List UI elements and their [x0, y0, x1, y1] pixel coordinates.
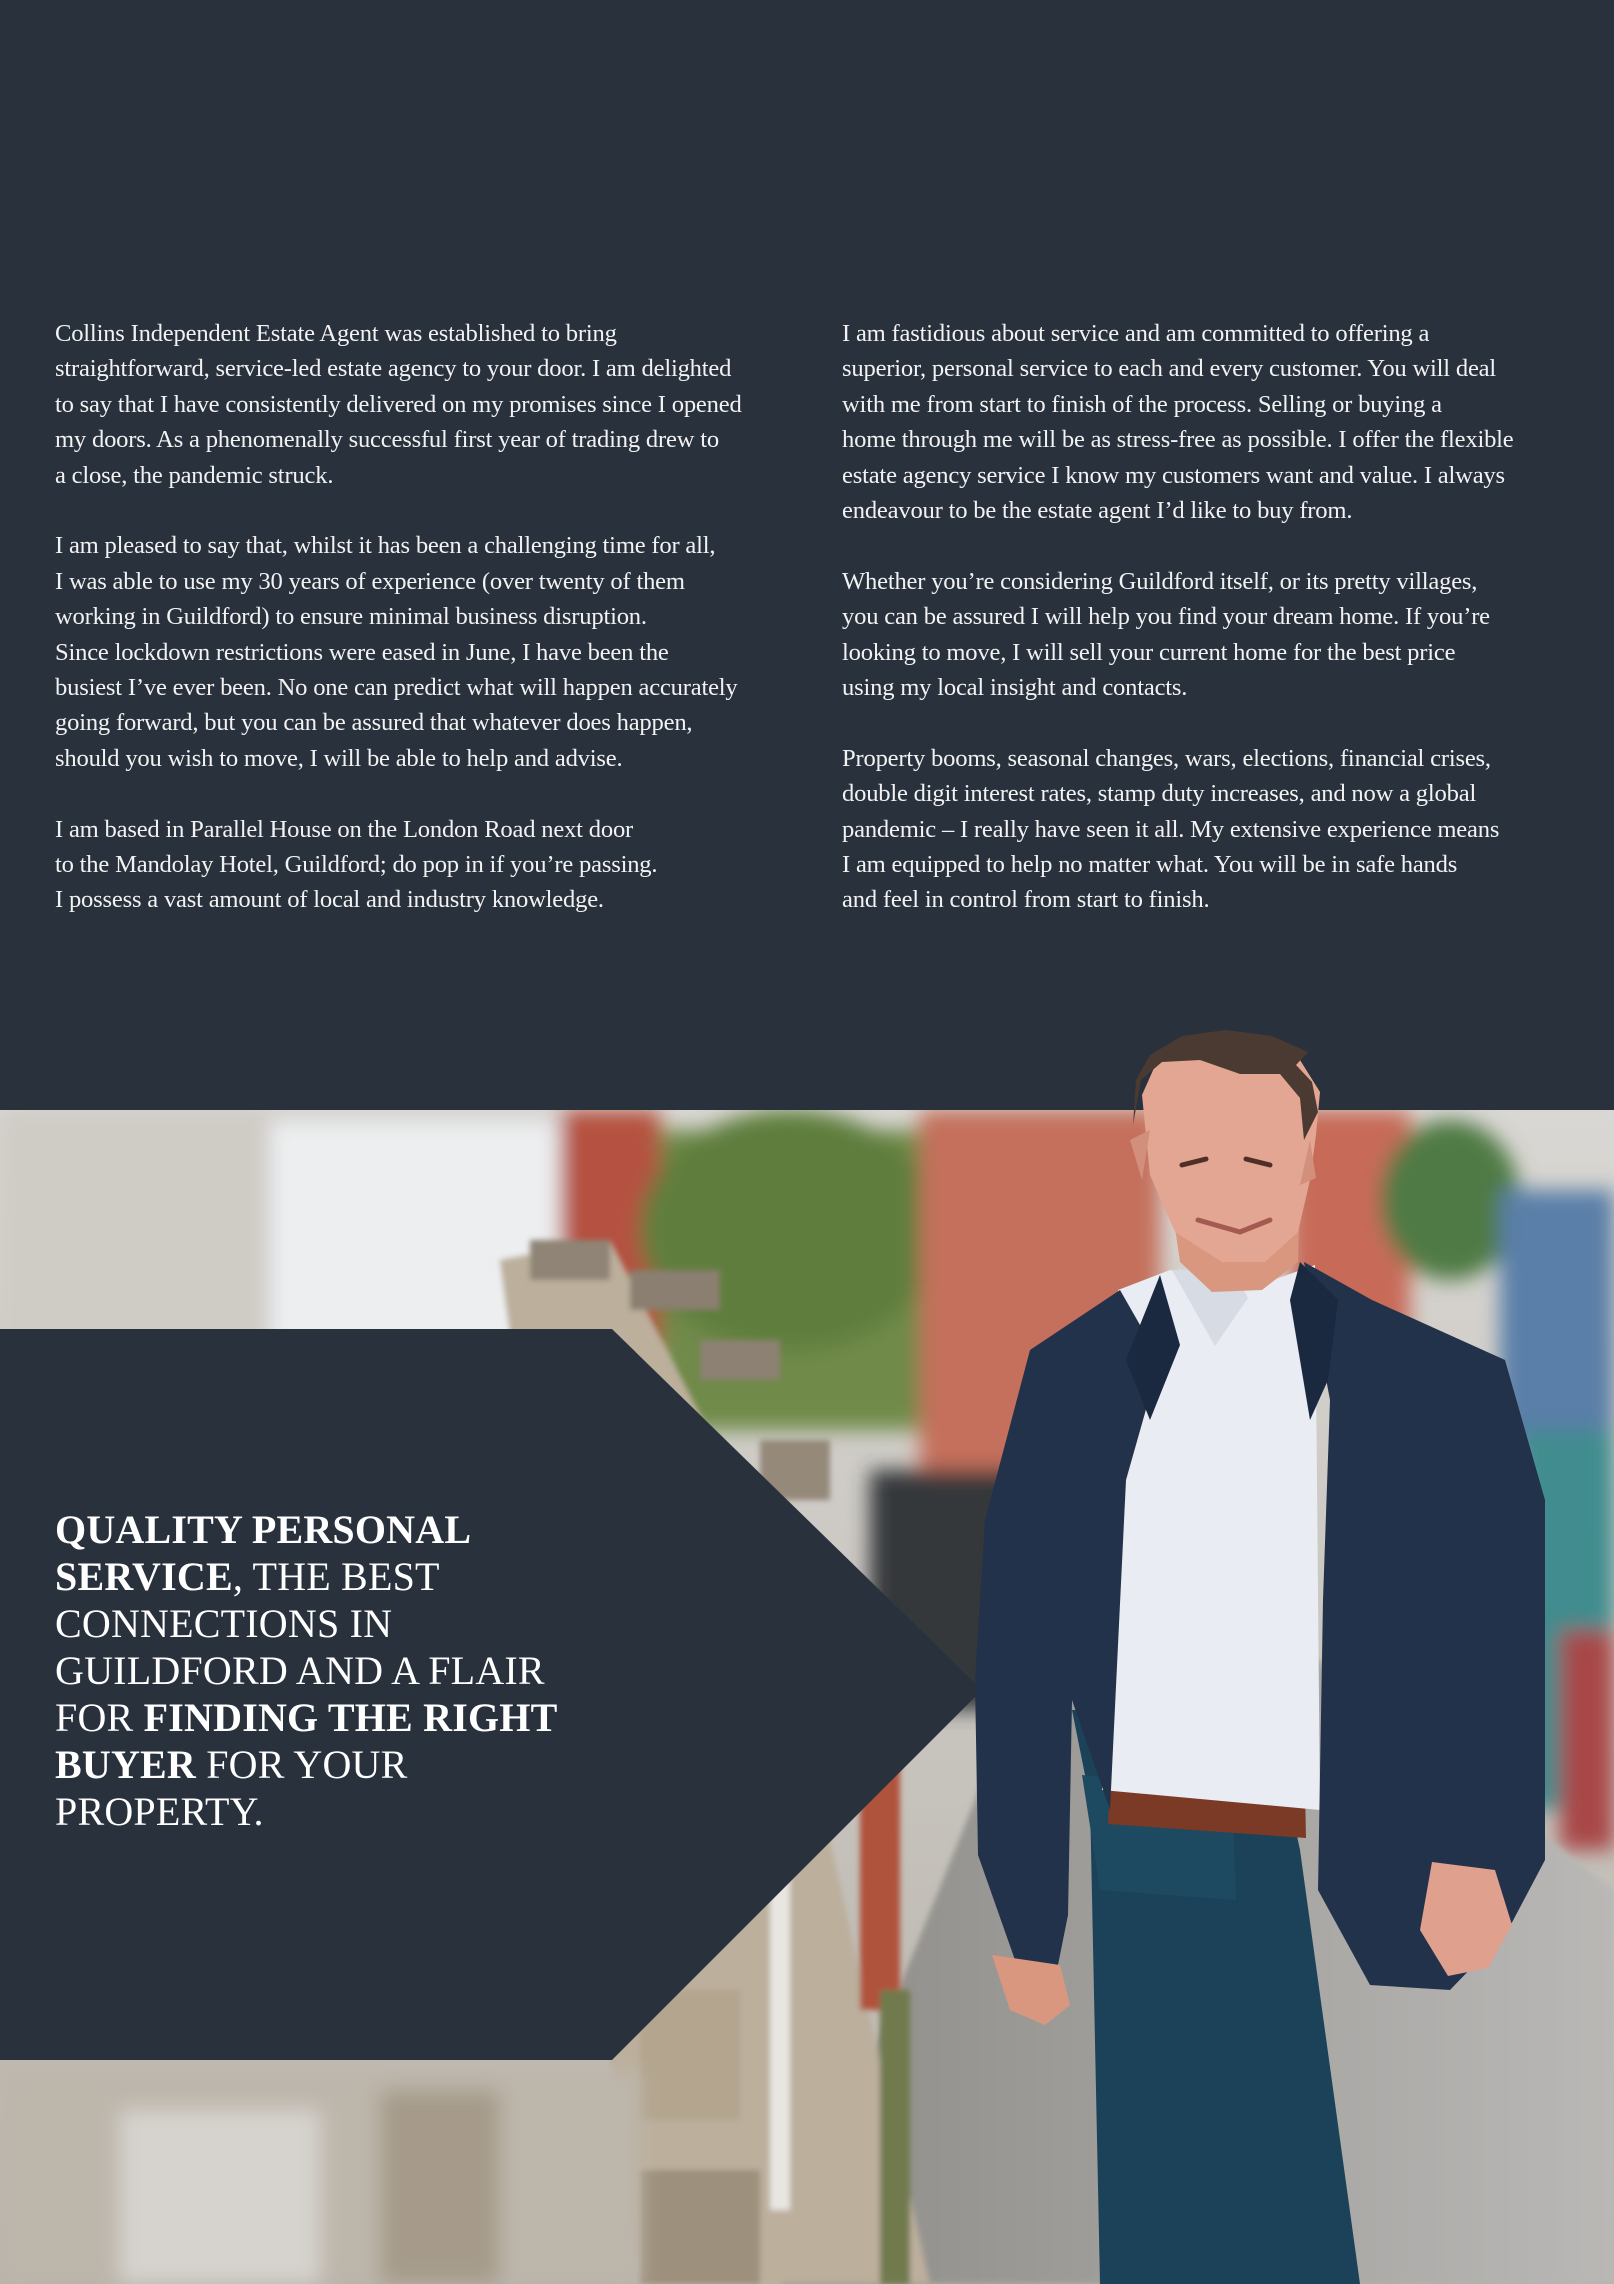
headline-part: FOR YOUR PROPERTY.	[55, 1742, 408, 1834]
intro-left-column	[55, 316, 785, 953]
headline	[55, 1506, 575, 1835]
intro-paragraph: Whether you’re considering Guildford itself, or its pretty villages, you can be assured I will help you find your dream home. If you’re looking to move, I will sell your current home for the best price using my local insight and contacts.	[842, 567, 1490, 702]
headline-part: , THE BEST CONNECTIONS IN GUILDFORD AND A FLAIR FOR	[55, 1554, 545, 1740]
intro-section	[0, 0, 1614, 1110]
intro-paragraph: I am fastidious about service and am committed to offering a superior, personal service to each and every customer. You will deal with me from start to finish of the process. Selling or buying a home through me will be as stress-free as possible. I offer the flexible estate agency service I know my customers want and value. I always endeavour to be the estate agent I’d like to buy from.	[842, 320, 1514, 525]
intro-paragraph: I am based in Parallel House on the London Road next door to the Mandolay Hotel, Guildford; do pop in if you’re passing. I possess a vast amount of local and industry knowledge.	[55, 815, 658, 914]
intro-paragraph: I am pleased to say that, whilst it has been a challenging time for all, I was able to use my 30 years of experience (over twenty of them working in Guildford) to ensure minimal business disruption. Since lockdown restrictions were eased in June, I have been the busiest I’ve ever been. No one can predict what will happen accurately going forward, but you can be assured that whatever does happen, should you wish to move, I will be able to help and advise.	[55, 532, 738, 772]
intro-paragraph: Collins Independent Estate Agent was established to bring straightforward, service-led estate agency to your door. I am delighted to say that I have consistently delivered on my promises since I opened my doors. As a phenomenally successful first year of trading drew to a close, the pandemic struck.	[55, 320, 742, 489]
intro-paragraph: Property booms, seasonal changes, wars, elections, financial crises, double digit interest rates, stamp duty increases, and now a global pandemic – I really have seen it all. My extensive experience means I am equipped to help no matter what. You will be in safe hands and feel in control from start to finish.	[842, 744, 1500, 914]
intro-right-column	[842, 316, 1577, 953]
headline-bold-part: QUALITY PERSONAL SERVICE	[55, 1507, 470, 1599]
headline-bold-part: FINDING THE RIGHT BUYER	[55, 1695, 557, 1787]
